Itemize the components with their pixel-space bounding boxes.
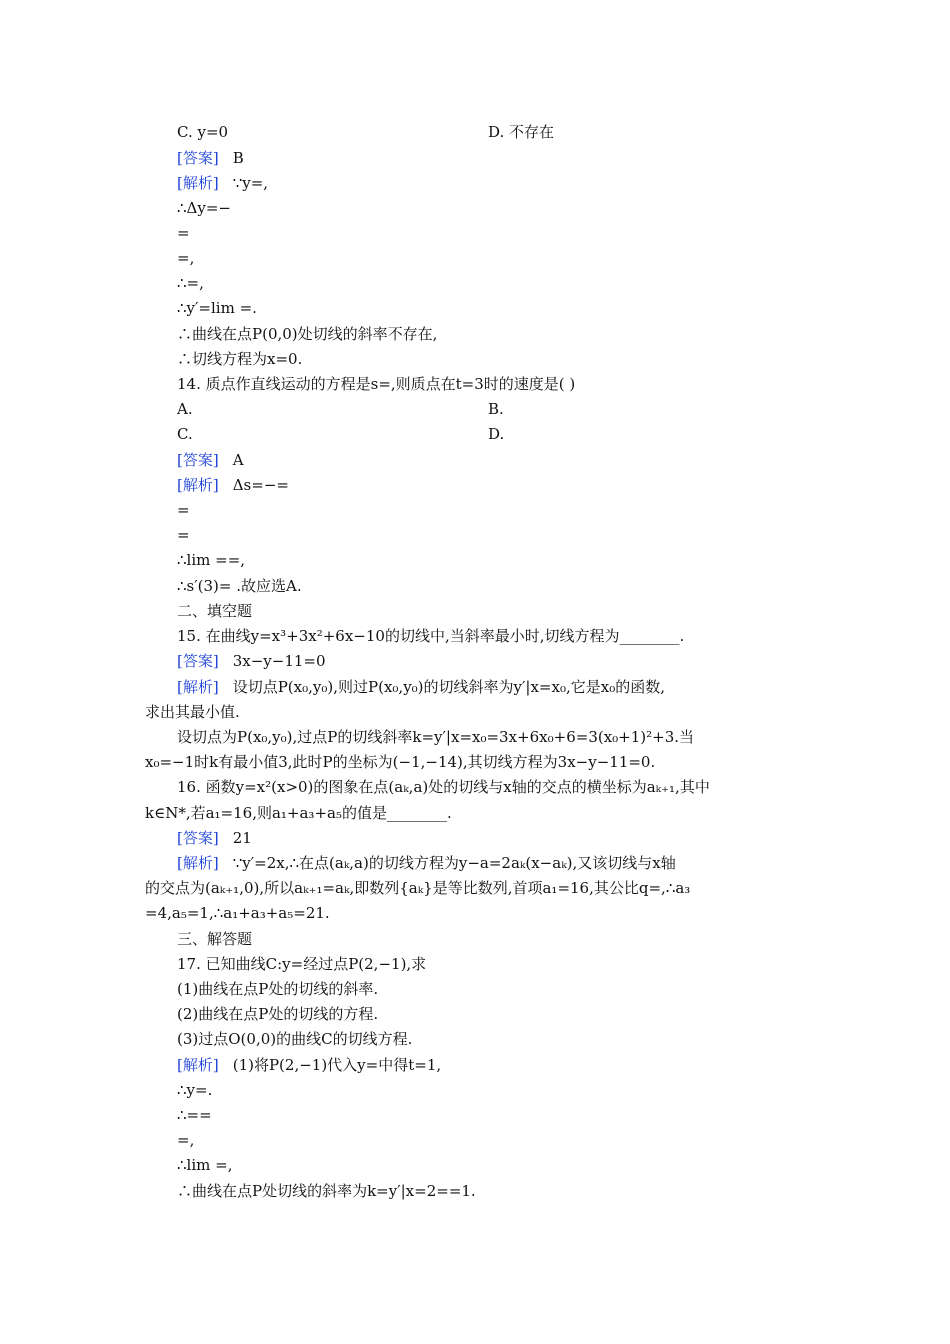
- q14-solution-line-2: =: [177, 501, 190, 519]
- q13-solution-line-3: =: [177, 224, 190, 242]
- q13-solution-line-8: ∴切线方程为x=0.: [177, 350, 303, 368]
- q16-stem-line-1: 16. 函数y=x²(x>0)的图象在点(aₖ,a)处的切线与x轴的交点的横坐标为aₖ₊₁,其中: [177, 778, 710, 796]
- solution-tag: [解析]: [177, 678, 219, 696]
- section-heading-answer: 三、解答题: [177, 930, 253, 948]
- q14-option-a: A.: [177, 400, 193, 418]
- q13-options-row: [177, 122, 555, 142]
- q15-solution-line-2: 求出其最小值.: [145, 703, 240, 721]
- solution-text: ∵y=,: [232, 174, 269, 192]
- q13-solution-line-7: ∴曲线在点P(0,0)处切线的斜率不存在,: [177, 325, 438, 343]
- q17-solution-line-5: ∴lim =,: [177, 1156, 233, 1174]
- q17-solution-line-2: ∴y=.: [177, 1081, 213, 1099]
- q17-solution-line-4: =,: [177, 1131, 195, 1149]
- q14-answer: [177, 450, 244, 470]
- solution-text: ∵y′=2x,∴在点(aₖ,a)的切线方程为y−a=2aₖ(x−aₖ),又该切线与x轴: [232, 854, 676, 872]
- solution-tag: [解析]: [177, 1056, 219, 1074]
- q14-option-c: C.: [177, 425, 193, 443]
- q16-answer: [177, 828, 252, 848]
- q15-solution-line-3: 设切点为P(x₀,y₀),过点P的切线斜率k=y′|x=x₀=3x+6x₀+6=3(x₀+1)²+3.当: [177, 728, 695, 746]
- q13-option-d: D. 不存在: [488, 123, 555, 141]
- q17-part-2: (2)曲线在点P处的切线的方程.: [177, 1005, 379, 1023]
- q16-solution-line-3: =4,a₅=1,∴a₁+a₃+a₅=21.: [145, 904, 330, 922]
- q14-options-row-1: [177, 399, 504, 419]
- answer-value: A: [232, 451, 244, 469]
- q17-solution-line-3: ∴==: [177, 1106, 212, 1124]
- q14-solution-line-5: ∴s′(3)= .故应选A.: [177, 577, 302, 595]
- q17-solution-line-6: ∴曲线在点P处切线的斜率为k=y′|x=2==1.: [177, 1182, 476, 1200]
- solution-tag: [解析]: [177, 476, 219, 494]
- answer-value: B: [232, 149, 244, 167]
- q14-solution-line-3: =: [177, 526, 190, 544]
- q16-stem-line-2: k∈N*,若a₁=16,则a₁+a₃+a₅的值是________.: [145, 804, 452, 822]
- answer-tag: [答案]: [177, 829, 219, 847]
- q15-solution-line-1: [177, 677, 665, 697]
- q15-answer: [177, 651, 326, 671]
- q17-part-3: (3)过点O(0,0)的曲线C的切线方程.: [177, 1030, 413, 1048]
- q14-options-row-2: [177, 424, 505, 444]
- q14-option-d: D.: [488, 425, 505, 443]
- q16-solution-line-2: 的交点为(aₖ₊₁,0),所以aₖ₊₁=aₖ,即数列{aₖ}是等比数列,首项a₁=16,其公比q=,∴a₃: [145, 879, 691, 897]
- solution-tag: [解析]: [177, 854, 219, 872]
- q17-part-1: (1)曲线在点P处的切线的斜率.: [177, 980, 379, 998]
- answer-value: 3x−y−11=0: [232, 652, 326, 670]
- q17-solution-line-1: [177, 1055, 441, 1075]
- q13-solution-line-2: ∴Δy=−: [177, 199, 231, 217]
- answer-tag: [答案]: [177, 451, 219, 469]
- q16-solution-line-1: [177, 853, 676, 873]
- q13-option-c: C. y=0: [177, 123, 229, 141]
- q14-stem: 14. 质点作直线运动的方程是s=,则质点在t=3时的速度是( ): [177, 375, 576, 393]
- section-heading-fill-in: 二、填空题: [177, 602, 253, 620]
- solution-text: Δs=−=: [232, 476, 289, 494]
- q13-solution-line-4: =,: [177, 249, 195, 267]
- q17-stem: 17. 已知曲线C:y=经过点P(2,−1),求: [177, 955, 427, 973]
- q15-stem: 15. 在曲线y=x³+3x²+6x−10的切线中,当斜率最小时,切线方程为________.: [177, 627, 685, 645]
- q13-solution-line-1: [177, 173, 268, 193]
- solution-tag: [解析]: [177, 174, 219, 192]
- solution-text: 设切点P(x₀,y₀),则过P(x₀,y₀)的切线斜率为y′|x=x₀,它是x₀的函数,: [232, 678, 665, 696]
- q14-solution-line-1: [177, 475, 289, 495]
- q14-option-b: B.: [488, 400, 504, 418]
- q15-solution-line-4: x₀=−1时k有最小值3,此时P的坐标为(−1,−14),其切线方程为3x−y−11=0.: [145, 753, 656, 771]
- q14-solution-line-4: ∴lim ==,: [177, 551, 246, 569]
- solution-text: (1)将P(2,−1)代入y=中得t=1,: [232, 1056, 442, 1074]
- answer-tag: [答案]: [177, 149, 219, 167]
- q13-answer: [177, 148, 244, 168]
- answer-tag: [答案]: [177, 652, 219, 670]
- q13-solution-line-5: ∴=,: [177, 274, 204, 292]
- q13-solution-line-6: ∴y′=lim =.: [177, 299, 257, 317]
- answer-value: 21: [232, 829, 252, 847]
